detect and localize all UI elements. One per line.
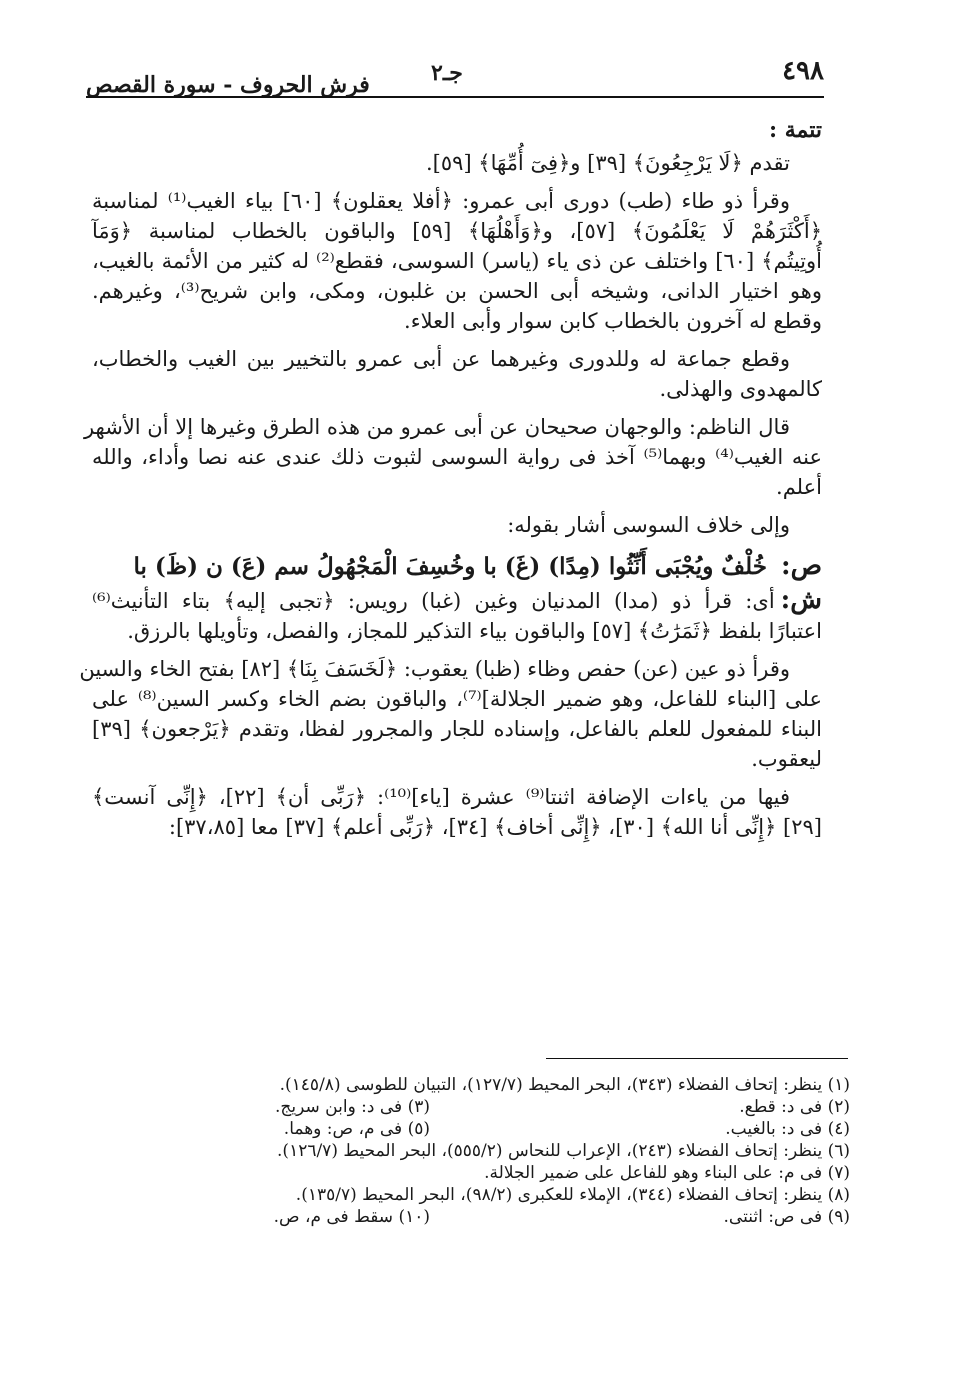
- paragraph: [92, 344, 822, 404]
- text-line: أُوتِيتُم﴾ [٦٠] واختلف عن ذى ياء (ياسر) السوسى، فقطع⁽²⁾ له كثير من الأئمة بالغيب،: [92, 249, 823, 273]
- text-line: وقرأ ذو عين (عن) حفص وظاء (ظبا) يعقوب: ﴿لَخَسَفَ بِنَا﴾ [٨٢] بفتح الخاء والسين: [79, 657, 790, 681]
- footnote-row: [150, 1140, 850, 1162]
- verse-text: خُلْفٌ ويُجْبَى أَنِّثُوا (مِدًا) (غَ) با وخُسِفَ الْمَجْهُولُ سم (عَ) ن (ظَ) با: [133, 553, 767, 580]
- text-line: قال الناظم: والوجهان صحيحان عن أبى عمرو من هذه الطرق وغيرها إلا أن الأشهر: [83, 415, 790, 439]
- text-line: وقطع جماعة له وللدورى وغيرهما عن أبى عمرو بالتخيير بين الغيب والخطاب،: [92, 347, 790, 371]
- page-header: [86, 56, 824, 96]
- footnote-row: [150, 1118, 850, 1140]
- text-line: وإلى خلاف السوسى أشار بقوله:: [507, 513, 790, 537]
- footnote-row: [150, 1184, 850, 1206]
- page-number: ٤٩٨: [782, 56, 824, 86]
- paragraph: [92, 510, 822, 540]
- volume-label: جـ٢: [431, 60, 463, 86]
- footnote: (٣) فى د: وابن سريج.: [275, 1097, 430, 1117]
- text-line: تقدم ﴿لَا يَرْجِعُونَ﴾ [٣٩] و﴿فِىٓ أُمِّهَا﴾ [٥٩].: [426, 151, 790, 175]
- footnotes: [150, 1074, 850, 1228]
- text-line: أعلم.: [776, 475, 822, 499]
- paragraph: [83, 412, 823, 502]
- text-line: عنه الغيب⁽⁴⁾ وبهما⁽⁵⁾ آخذ فى رواية السوسى لثبوت ذلك عندى عنه نصا وأداء، والله: [92, 445, 823, 469]
- footnote: (٧) فى م: على البناء وهو للفاعل على ضمير الجلالة.: [484, 1163, 850, 1183]
- commentary-text: أى: قرأ ذو (مدا) المدنيان وغين (غبا) رويس: ﴿تجبى إليه﴾ بتاء التأنيث⁽⁶⁾: [92, 589, 775, 613]
- footnote-row: [150, 1162, 850, 1184]
- text-line: ﴿أَكْثَرَهُمْ لَا يَعْلَمُونَ﴾ [٥٧]، و﴿وَأَهْلُهَا﴾ [٥٩] والباقون بالخطاب لمناسبة ﴿وَمَآ: [92, 219, 822, 243]
- commentary-tag: ش:: [780, 585, 822, 615]
- footnote: (٢) فى د: قطع.: [739, 1097, 850, 1117]
- commentary: [92, 585, 822, 646]
- text-line: ليعقوب.: [751, 747, 822, 771]
- footnote-rule: [546, 1058, 848, 1059]
- text-line: على [البناء للفاعل، وهو ضمير الجلالة]⁽⁷⁾، والباقون بضم الخاء وكسر السين⁽⁸⁾ على: [92, 687, 822, 711]
- text-line: وقرأ ذو طاء (طب) دورى أبى عمرو: ﴿أفلا يعقلون﴾ [٦٠] بياء الغيب⁽¹⁾ لمناسبة: [92, 189, 790, 213]
- footnote: (١) ينظر: إتحاف الفضلاء (٣٤٣)، البحر المحيط (١٢٧/٧)، التبيان للطوسى (١٤٥/٨).: [279, 1075, 850, 1095]
- paragraph: [92, 148, 822, 178]
- section-title: تتمة :: [768, 117, 822, 143]
- main-text: [79, 112, 823, 850]
- footnote-row: [150, 1074, 850, 1096]
- footnote: (٩) فى ص: اثنتى.: [723, 1207, 850, 1227]
- text-line: وهو اختيار الدانى، وشيخه أبى الحسن بن غلبون، ومكى، وابن شريح⁽³⁾، وغيرهم.: [92, 279, 822, 303]
- header-rule: [86, 96, 824, 98]
- paragraph: [92, 782, 822, 842]
- verse-tag: ص:: [780, 551, 822, 581]
- footnote: (٤) فى د: بالغيب.: [725, 1119, 850, 1139]
- paragraph: [79, 654, 822, 774]
- footnote-row: [150, 1206, 850, 1228]
- text-line: البناء للمفعول للعلم بالفاعل، وإسناده للجار والمجرور لفظا، وتقدم ﴿يَرْجعون﴾ [٣٩]: [92, 717, 822, 741]
- footnote: (٦) ينظر: إتحاف الفضلاء (٢٤٣)، الإعراب للنحاس (٥٥٥/٢)، البحر المحيط (١٢٦/٧).: [277, 1141, 850, 1161]
- text-line: فيها من ياءات الإضافة اثنتا⁽⁹⁾ عشرة [ياء]⁽¹⁰⁾: ﴿رَبِّى أن﴾ [٢٢]، ﴿إِنِّى آنست﴾: [92, 785, 790, 809]
- text-line: كالمهدوى والهذلى.: [659, 377, 822, 401]
- footnote-row: [150, 1096, 850, 1118]
- verse-line: [92, 548, 822, 585]
- footnote: (١٠) سقط فى م، ص.: [273, 1207, 430, 1227]
- text-line: اعتبارًا بلفظ ﴿ثَمَرَٰتُ﴾ [٥٧] والباقون بياء التذكير للمجاز، والفصل، وتأويلها بالرزق.: [127, 619, 822, 643]
- footnote: (٨) ينظر: إتحاف الفضلاء (٣٤٤)، الإملاء للعكبرى (٩٨/٢)، البحر المحيط (١٣٥/٧).: [295, 1185, 850, 1205]
- text-line: [٢٩] ﴿إِنِّى أنا الله﴾ [٣٠]، ﴿إِنِّى أخاف﴾ [٣٤]، ﴿رَبِّى أعلم﴾ [٣٧] معا [٣٧،٨٥]:: [168, 815, 822, 839]
- footnote: (٥) فى م، ص: وهما.: [283, 1119, 430, 1139]
- paragraph: [92, 186, 822, 336]
- text-line: وقطع له آخرون بالخطاب كابن سوار وأبى العلاء.: [404, 309, 822, 333]
- text-line: [92, 585, 822, 616]
- running-title: فرش الحروف - سورة القصص: [86, 72, 370, 98]
